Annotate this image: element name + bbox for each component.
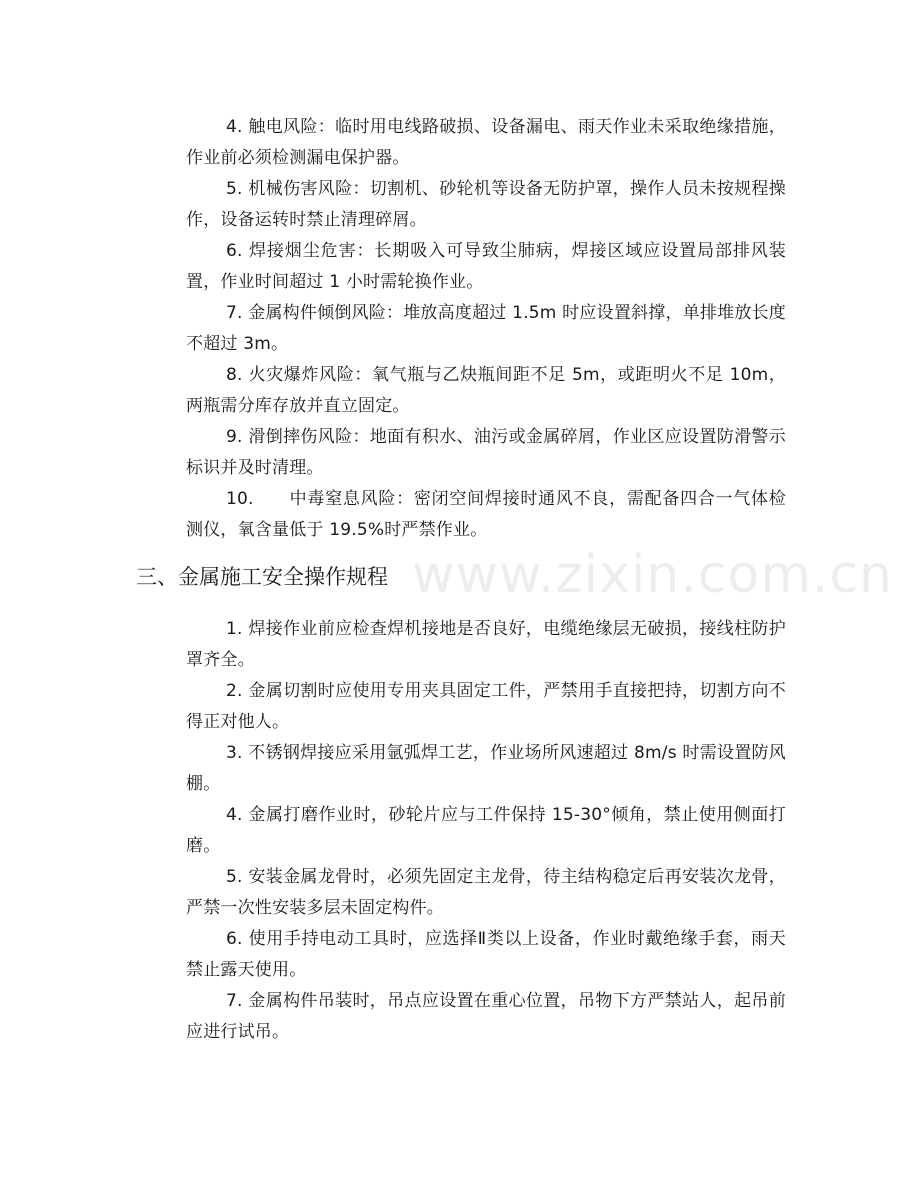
rule-item: 4. 金属打磨作业时，砂轮片应与工件保持 15-30°倾角，禁止使用侧面打磨。 [186, 805, 786, 856]
risk-item: 5. 机械伤害风险：切割机、砂轮机等设备无防护罩，操作人员未按规程操作，设备运转时禁止清理碎屑。 [186, 179, 786, 230]
risk-item: 4. 触电风险：临时用电线路破损、设备漏电、雨天作业未采取绝缘措施，作业前必须检测漏电保护器。 [186, 117, 786, 168]
rule-item: 2. 金属切割时应使用专用夹具固定工件，严禁用手直接把持，切割方向不得正对他人。 [186, 681, 786, 732]
risk-item: 9. 滑倒摔伤风险：地面有积水、油污或金属碎屑，作业区应设置防滑警示标识并及时清理。 [186, 427, 786, 478]
risk-item: 6. 焊接烟尘危害：长期吸入可导致尘肺病，焊接区域应设置局部排风装置，作业时间超过 1 小时需轮换作业。 [186, 241, 786, 292]
rule-item: 1. 焊接作业前应检查焊机接地是否良好，电缆绝缘层无破损，接线柱防护罩齐全。 [186, 619, 786, 670]
rule-item: 7. 金属构件吊装时，吊点应设置在重心位置，吊物下方严禁站人，起吊前应进行试吊。 [186, 991, 786, 1042]
rule-list [186, 614, 786, 1048]
watermark: www.zixin.com.cn [412, 545, 893, 605]
section-title: 三、金属施工安全操作规程 [136, 565, 388, 589]
risk-item: 8. 火灾爆炸风险：氧气瓶与乙炔瓶间距不足 5m，或距明火不足 10m，两瓶需分库存放并直立固定。 [186, 365, 786, 416]
risk-list [186, 112, 786, 546]
risk-item: 10. 中毒窒息风险：密闭空间焊接时通风不良，需配备四合一气体检测仪，氧含量低于 19.5%时严禁作业。 [186, 489, 786, 540]
rule-item: 6. 使用手持电动工具时，应选择Ⅱ类以上设备，作业时戴绝缘手套，雨天禁止露天使用。 [186, 929, 786, 980]
rule-item: 3. 不锈钢焊接应采用氩弧焊工艺，作业场所风速超过 8m/s 时需设置防风棚。 [186, 743, 786, 794]
rule-item: 5. 安装金属龙骨时，必须先固定主龙骨，待主结构稳定后再安装次龙骨，严禁一次性安装多层未固定构件。 [186, 867, 786, 918]
risk-item: 7. 金属构件倾倒风险：堆放高度超过 1.5m 时应设置斜撑，单排堆放长度不超过 3m。 [186, 303, 786, 354]
